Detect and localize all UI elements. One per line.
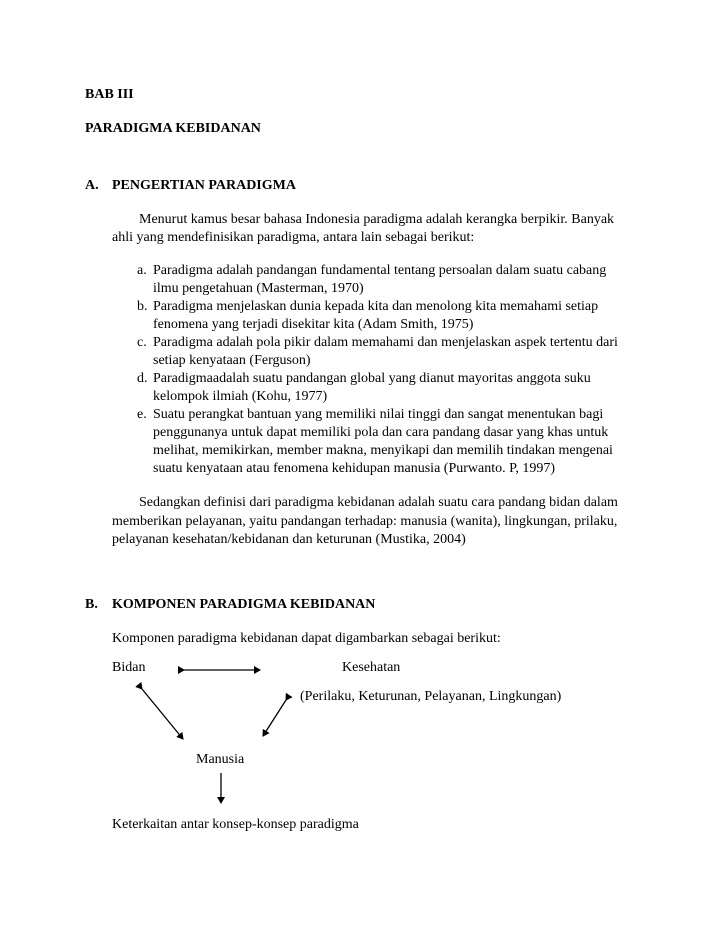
list-item-c-line-1: Paradigma adalah pola pikir dalam memahami dan menjelaskan aspek tertentu dari: [153, 335, 618, 350]
section-a-intro-line-1: Menurut kamus besar bahasa Indonesia paradigma adalah kerangka berpikir. Banyak: [139, 212, 615, 227]
section-a-closing-line-3: pelayanan kesehatan/kebidanan dan keturunan (Mustika, 2004): [112, 532, 466, 547]
arrow-kesehatan-manusia: [263, 700, 286, 736]
section-a-marker: A.: [85, 178, 99, 193]
list-item-a-line-2: ilmu pengetahuan (Masterman, 1970): [153, 281, 364, 296]
list-item-c-line-2: setiap kenyataan (Ferguson): [153, 353, 311, 368]
section-a-heading: PENGERTIAN PARADIGMA: [112, 178, 296, 193]
list-item-e-line-2: penggunanya untuk dapat memiliki pola dan cara pandang dasar yang khas untuk: [153, 425, 609, 440]
section-b-marker: B.: [85, 597, 98, 612]
arrow-bidan-manusia: [142, 689, 183, 739]
diagram-node-kesehatan: Kesehatan: [342, 660, 401, 675]
list-item-c-marker: c.: [137, 335, 147, 350]
list-item-e-line-4: suatu kenyataan atau fenomena kehidupan manusia (Purwanto. P, 1997): [153, 461, 556, 476]
list-item-d-line-2: kelompok ilmiah (Kohu, 1977): [153, 389, 328, 404]
diagram-node-bidan: Bidan: [112, 660, 146, 675]
list-item-b-line-2: fenomena yang terjadi disekitar kita (Adam Smith, 1975): [153, 317, 474, 332]
list-item-d-marker: d.: [137, 371, 148, 386]
list-item-b-marker: b.: [137, 299, 148, 314]
section-a-closing-line-2: memberikan pelayanan, yaitu pandangan terhadap: manusia (wanita), lingkungan, prilaku,: [112, 514, 618, 529]
list-item-d-line-1: Paradigmaadalah suatu pandangan global yang dianut mayoritas anggota suku: [153, 371, 591, 386]
list-item-a-marker: a.: [137, 263, 147, 278]
diagram-kesehatan-detail: (Perilaku, Keturunan, Pelayanan, Lingkungan): [300, 689, 562, 704]
section-b-intro: Komponen paradigma kebidanan dapat digambarkan sebagai berikut:: [112, 631, 501, 646]
diagram-node-manusia: Manusia: [196, 752, 245, 767]
list-item-e-marker: e.: [137, 407, 147, 422]
list-item-a-line-1: Paradigma adalah pandangan fundamental tentang persoalan dalam suatu cabang: [153, 263, 607, 278]
list-item-b-line-1: Paradigma menjelaskan dunia kepada kita dan menolong kita memahami setiap: [153, 299, 599, 314]
diagram-caption: Keterkaitan antar konsep-konsep paradigma: [112, 817, 359, 832]
chapter-number: BAB III: [85, 87, 134, 102]
section-a-closing-line-1: Sedangkan definisi dari paradigma kebidanan adalah suatu cara pandang bidan dalam: [139, 495, 618, 510]
section-a-intro-line-2: ahli yang mendefinisikan paradigma, antara lain sebagai berikut:: [112, 230, 475, 245]
chapter-title: PARADIGMA KEBIDANAN: [85, 121, 261, 136]
section-b-heading: KOMPONEN PARADIGMA KEBIDANAN: [112, 597, 376, 612]
list-item-e-line-3: melihat, memikirkan, member makna, menyikapi dan memilih tindakan mengenai: [153, 443, 613, 458]
list-item-e-line-1: Suatu perangkat bantuan yang memiliki nilai tinggi dan sangat menentukan bagi: [153, 407, 604, 422]
